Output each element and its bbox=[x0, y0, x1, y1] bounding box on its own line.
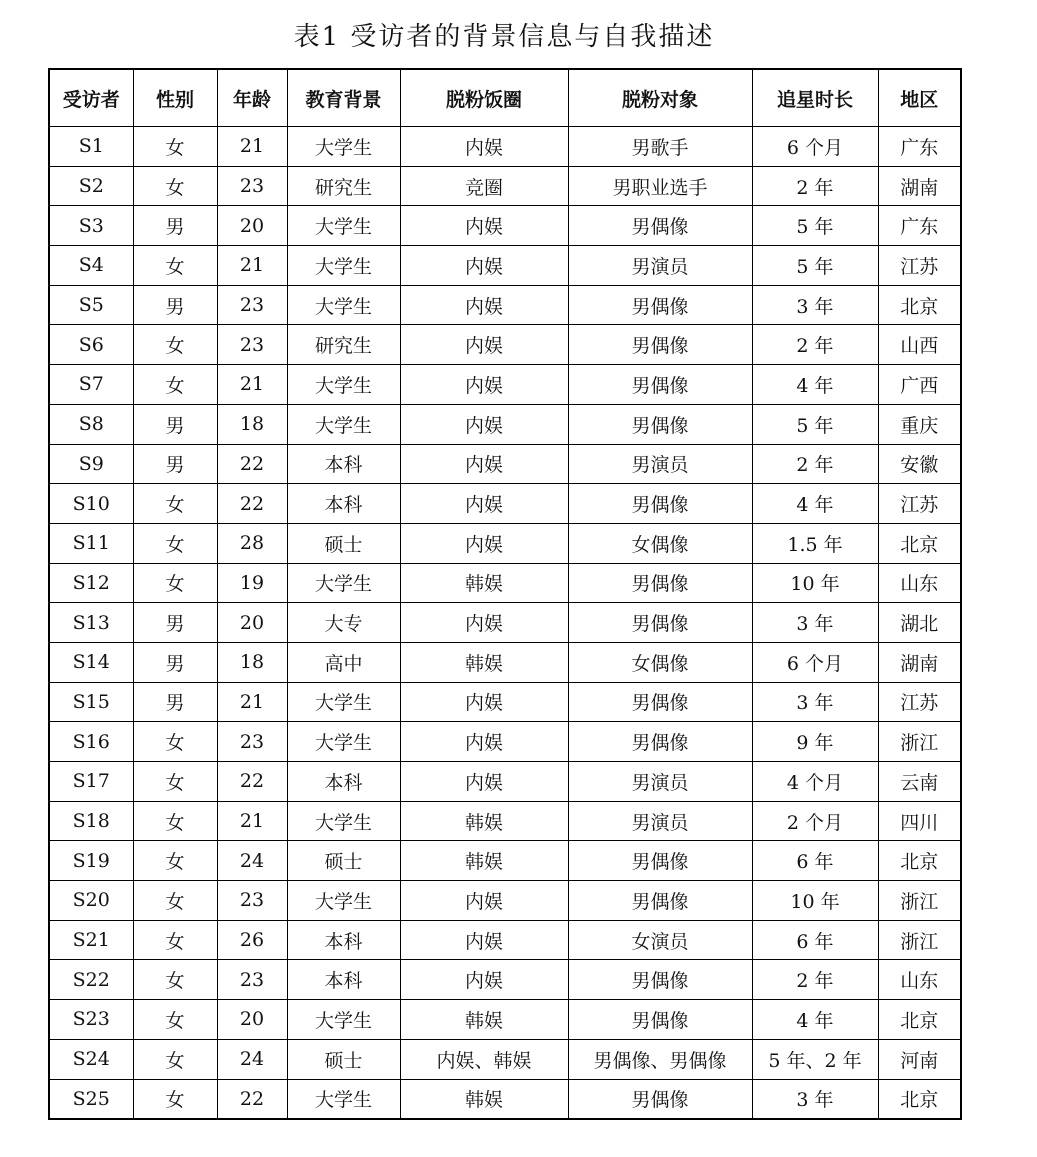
age-cell: 22 bbox=[217, 762, 287, 802]
idol-cell: 男偶像 bbox=[568, 603, 752, 643]
duration-cell: 6 个月 bbox=[752, 127, 878, 167]
age-cell: 23 bbox=[217, 285, 287, 325]
respondent-id-cell: S10 bbox=[49, 484, 133, 524]
idol-cell: 男偶像 bbox=[568, 484, 752, 524]
age-cell: 18 bbox=[217, 404, 287, 444]
idol-cell: 男偶像 bbox=[568, 881, 752, 921]
respondent-id-cell: S18 bbox=[49, 801, 133, 841]
duration-cell: 2 年 bbox=[752, 166, 878, 206]
education-cell: 硕士 bbox=[287, 523, 400, 563]
column-header: 年龄 bbox=[217, 69, 287, 127]
age-cell: 21 bbox=[217, 682, 287, 722]
region-cell: 北京 bbox=[878, 285, 961, 325]
fandom-cell: 内娱 bbox=[400, 682, 568, 722]
age-cell: 21 bbox=[217, 365, 287, 405]
fandom-cell: 内娱、韩娱 bbox=[400, 1039, 568, 1079]
age-cell: 23 bbox=[217, 881, 287, 921]
idol-cell: 男偶像 bbox=[568, 325, 752, 365]
table-row bbox=[49, 127, 961, 167]
region-cell: 湖南 bbox=[878, 166, 961, 206]
region-cell: 重庆 bbox=[878, 404, 961, 444]
gender-cell: 女 bbox=[133, 1000, 217, 1040]
respondent-id-cell: S3 bbox=[49, 206, 133, 246]
respondent-id-cell: S6 bbox=[49, 325, 133, 365]
education-cell: 大学生 bbox=[287, 1079, 400, 1119]
idol-cell: 男职业选手 bbox=[568, 166, 752, 206]
fandom-cell: 内娱 bbox=[400, 920, 568, 960]
gender-cell: 女 bbox=[133, 1079, 217, 1119]
education-cell: 本科 bbox=[287, 444, 400, 484]
gender-cell: 女 bbox=[133, 523, 217, 563]
idol-cell: 男偶像 bbox=[568, 206, 752, 246]
column-header: 追星时长 bbox=[752, 69, 878, 127]
table-row bbox=[49, 325, 961, 365]
fandom-cell: 内娱 bbox=[400, 325, 568, 365]
duration-cell: 2 年 bbox=[752, 444, 878, 484]
idol-cell: 男偶像 bbox=[568, 365, 752, 405]
education-cell: 高中 bbox=[287, 642, 400, 682]
gender-cell: 男 bbox=[133, 444, 217, 484]
region-cell: 浙江 bbox=[878, 920, 961, 960]
respondent-id-cell: S9 bbox=[49, 444, 133, 484]
header-row bbox=[49, 69, 961, 127]
education-cell: 大专 bbox=[287, 603, 400, 643]
age-cell: 20 bbox=[217, 206, 287, 246]
fandom-cell: 内娱 bbox=[400, 722, 568, 762]
fandom-cell: 内娱 bbox=[400, 523, 568, 563]
fandom-cell: 内娱 bbox=[400, 603, 568, 643]
idol-cell: 男偶像 bbox=[568, 722, 752, 762]
idol-cell: 男偶像 bbox=[568, 563, 752, 603]
fandom-cell: 竞圈 bbox=[400, 166, 568, 206]
education-cell: 大学生 bbox=[287, 881, 400, 921]
duration-cell: 6 年 bbox=[752, 841, 878, 881]
age-cell: 23 bbox=[217, 166, 287, 206]
region-cell: 四川 bbox=[878, 801, 961, 841]
table-row bbox=[49, 841, 961, 881]
region-cell: 江苏 bbox=[878, 682, 961, 722]
gender-cell: 女 bbox=[133, 960, 217, 1000]
idol-cell: 女偶像 bbox=[568, 523, 752, 563]
duration-cell: 3 年 bbox=[752, 682, 878, 722]
table-row bbox=[49, 642, 961, 682]
gender-cell: 男 bbox=[133, 642, 217, 682]
fandom-cell: 内娱 bbox=[400, 246, 568, 286]
idol-cell: 男演员 bbox=[568, 801, 752, 841]
idol-cell: 男演员 bbox=[568, 444, 752, 484]
table-row bbox=[49, 563, 961, 603]
gender-cell: 女 bbox=[133, 801, 217, 841]
gender-cell: 女 bbox=[133, 841, 217, 881]
gender-cell: 女 bbox=[133, 881, 217, 921]
gender-cell: 女 bbox=[133, 127, 217, 167]
table-row bbox=[49, 365, 961, 405]
respondent-id-cell: S7 bbox=[49, 365, 133, 405]
gender-cell: 女 bbox=[133, 166, 217, 206]
region-cell: 江苏 bbox=[878, 484, 961, 524]
table-row bbox=[49, 762, 961, 802]
duration-cell: 3 年 bbox=[752, 285, 878, 325]
respondent-id-cell: S1 bbox=[49, 127, 133, 167]
fandom-cell: 内娱 bbox=[400, 960, 568, 1000]
respondent-id-cell: S20 bbox=[49, 881, 133, 921]
region-cell: 山东 bbox=[878, 960, 961, 1000]
fandom-cell: 内娱 bbox=[400, 285, 568, 325]
age-cell: 23 bbox=[217, 960, 287, 1000]
gender-cell: 女 bbox=[133, 1039, 217, 1079]
idol-cell: 女演员 bbox=[568, 920, 752, 960]
table-row bbox=[49, 801, 961, 841]
age-cell: 23 bbox=[217, 325, 287, 365]
fandom-cell: 韩娱 bbox=[400, 1079, 568, 1119]
fandom-cell: 内娱 bbox=[400, 762, 568, 802]
respondent-id-cell: S2 bbox=[49, 166, 133, 206]
education-cell: 大学生 bbox=[287, 1000, 400, 1040]
fandom-cell: 韩娱 bbox=[400, 642, 568, 682]
respondent-id-cell: S21 bbox=[49, 920, 133, 960]
table-row bbox=[49, 484, 961, 524]
duration-cell: 5 年 bbox=[752, 206, 878, 246]
table-row bbox=[49, 1039, 961, 1079]
age-cell: 18 bbox=[217, 642, 287, 682]
gender-cell: 女 bbox=[133, 920, 217, 960]
table-row bbox=[49, 920, 961, 960]
column-header: 受访者 bbox=[49, 69, 133, 127]
education-cell: 大学生 bbox=[287, 404, 400, 444]
idol-cell: 男偶像 bbox=[568, 682, 752, 722]
fandom-cell: 内娱 bbox=[400, 127, 568, 167]
table-row bbox=[49, 444, 961, 484]
education-cell: 硕士 bbox=[287, 841, 400, 881]
gender-cell: 女 bbox=[133, 484, 217, 524]
fandom-cell: 内娱 bbox=[400, 444, 568, 484]
respondent-id-cell: S12 bbox=[49, 563, 133, 603]
education-cell: 本科 bbox=[287, 920, 400, 960]
gender-cell: 男 bbox=[133, 682, 217, 722]
region-cell: 山西 bbox=[878, 325, 961, 365]
idol-cell: 男偶像 bbox=[568, 1079, 752, 1119]
region-cell: 山东 bbox=[878, 563, 961, 603]
gender-cell: 女 bbox=[133, 365, 217, 405]
respondent-id-cell: S5 bbox=[49, 285, 133, 325]
table-row bbox=[49, 166, 961, 206]
idol-cell: 女偶像 bbox=[568, 642, 752, 682]
region-cell: 浙江 bbox=[878, 722, 961, 762]
table-caption: 表1 受访者的背景信息与自我描述 bbox=[293, 22, 715, 52]
table-row bbox=[49, 404, 961, 444]
duration-cell: 3 年 bbox=[752, 1079, 878, 1119]
gender-cell: 男 bbox=[133, 285, 217, 325]
respondent-id-cell: S11 bbox=[49, 523, 133, 563]
region-cell: 北京 bbox=[878, 841, 961, 881]
gender-cell: 男 bbox=[133, 404, 217, 444]
education-cell: 大学生 bbox=[287, 563, 400, 603]
idol-cell: 男偶像 bbox=[568, 841, 752, 881]
education-cell: 硕士 bbox=[287, 1039, 400, 1079]
education-cell: 大学生 bbox=[287, 285, 400, 325]
table-row bbox=[49, 881, 961, 921]
column-header: 教育背景 bbox=[287, 69, 400, 127]
education-cell: 大学生 bbox=[287, 722, 400, 762]
column-header: 地区 bbox=[878, 69, 961, 127]
duration-cell: 4 个月 bbox=[752, 762, 878, 802]
duration-cell: 5 年 bbox=[752, 246, 878, 286]
age-cell: 21 bbox=[217, 127, 287, 167]
fandom-cell: 韩娱 bbox=[400, 801, 568, 841]
region-cell: 浙江 bbox=[878, 881, 961, 921]
age-cell: 21 bbox=[217, 801, 287, 841]
table-row bbox=[49, 1000, 961, 1040]
column-header: 脱粉对象 bbox=[568, 69, 752, 127]
region-cell: 湖北 bbox=[878, 603, 961, 643]
duration-cell: 2 个月 bbox=[752, 801, 878, 841]
table-row bbox=[49, 682, 961, 722]
age-cell: 22 bbox=[217, 1079, 287, 1119]
table-row bbox=[49, 960, 961, 1000]
idol-cell: 男偶像 bbox=[568, 960, 752, 1000]
duration-cell: 5 年 bbox=[752, 404, 878, 444]
fandom-cell: 内娱 bbox=[400, 484, 568, 524]
respondent-id-cell: S8 bbox=[49, 404, 133, 444]
respondent-id-cell: S13 bbox=[49, 603, 133, 643]
duration-cell: 3 年 bbox=[752, 603, 878, 643]
fandom-cell: 韩娱 bbox=[400, 1000, 568, 1040]
idol-cell: 男偶像 bbox=[568, 285, 752, 325]
respondent-id-cell: S4 bbox=[49, 246, 133, 286]
duration-cell: 6 年 bbox=[752, 920, 878, 960]
gender-cell: 男 bbox=[133, 206, 217, 246]
region-cell: 江苏 bbox=[878, 246, 961, 286]
respondent-id-cell: S25 bbox=[49, 1079, 133, 1119]
education-cell: 大学生 bbox=[287, 365, 400, 405]
region-cell: 广西 bbox=[878, 365, 961, 405]
table-row bbox=[49, 285, 961, 325]
column-header: 性别 bbox=[133, 69, 217, 127]
respondent-id-cell: S17 bbox=[49, 762, 133, 802]
region-cell: 北京 bbox=[878, 1000, 961, 1040]
respondent-id-cell: S15 bbox=[49, 682, 133, 722]
respondent-id-cell: S23 bbox=[49, 1000, 133, 1040]
duration-cell: 10 年 bbox=[752, 881, 878, 921]
table-row bbox=[49, 206, 961, 246]
gender-cell: 女 bbox=[133, 325, 217, 365]
region-cell: 广东 bbox=[878, 206, 961, 246]
table-row bbox=[49, 603, 961, 643]
education-cell: 大学生 bbox=[287, 127, 400, 167]
education-cell: 本科 bbox=[287, 484, 400, 524]
education-cell: 大学生 bbox=[287, 206, 400, 246]
idol-cell: 男偶像 bbox=[568, 404, 752, 444]
duration-cell: 10 年 bbox=[752, 563, 878, 603]
table-row bbox=[49, 246, 961, 286]
gender-cell: 女 bbox=[133, 563, 217, 603]
education-cell: 大学生 bbox=[287, 246, 400, 286]
respondent-table bbox=[48, 68, 962, 1120]
region-cell: 湖南 bbox=[878, 642, 961, 682]
gender-cell: 女 bbox=[133, 762, 217, 802]
duration-cell: 2 年 bbox=[752, 325, 878, 365]
age-cell: 19 bbox=[217, 563, 287, 603]
age-cell: 23 bbox=[217, 722, 287, 762]
age-cell: 20 bbox=[217, 603, 287, 643]
education-cell: 大学生 bbox=[287, 682, 400, 722]
education-cell: 研究生 bbox=[287, 166, 400, 206]
age-cell: 22 bbox=[217, 444, 287, 484]
respondent-id-cell: S22 bbox=[49, 960, 133, 1000]
idol-cell: 男演员 bbox=[568, 762, 752, 802]
idol-cell: 男歌手 bbox=[568, 127, 752, 167]
gender-cell: 女 bbox=[133, 246, 217, 286]
duration-cell: 4 年 bbox=[752, 365, 878, 405]
age-cell: 24 bbox=[217, 1039, 287, 1079]
region-cell: 广东 bbox=[878, 127, 961, 167]
duration-cell: 5 年、2 年 bbox=[752, 1039, 878, 1079]
region-cell: 北京 bbox=[878, 523, 961, 563]
education-cell: 研究生 bbox=[287, 325, 400, 365]
age-cell: 28 bbox=[217, 523, 287, 563]
gender-cell: 男 bbox=[133, 603, 217, 643]
duration-cell: 1.5 年 bbox=[752, 523, 878, 563]
region-cell: 北京 bbox=[878, 1079, 961, 1119]
region-cell: 河南 bbox=[878, 1039, 961, 1079]
age-cell: 22 bbox=[217, 484, 287, 524]
respondent-id-cell: S24 bbox=[49, 1039, 133, 1079]
fandom-cell: 内娱 bbox=[400, 404, 568, 444]
fandom-cell: 内娱 bbox=[400, 206, 568, 246]
fandom-cell: 韩娱 bbox=[400, 563, 568, 603]
fandom-cell: 内娱 bbox=[400, 881, 568, 921]
age-cell: 21 bbox=[217, 246, 287, 286]
table-row bbox=[49, 1079, 961, 1119]
table-body bbox=[49, 127, 961, 1120]
duration-cell: 4 年 bbox=[752, 484, 878, 524]
education-cell: 本科 bbox=[287, 960, 400, 1000]
education-cell: 大学生 bbox=[287, 801, 400, 841]
idol-cell: 男偶像 bbox=[568, 1000, 752, 1040]
gender-cell: 女 bbox=[133, 722, 217, 762]
table-row bbox=[49, 523, 961, 563]
fandom-cell: 内娱 bbox=[400, 365, 568, 405]
age-cell: 26 bbox=[217, 920, 287, 960]
duration-cell: 9 年 bbox=[752, 722, 878, 762]
duration-cell: 2 年 bbox=[752, 960, 878, 1000]
idol-cell: 男偶像、男偶像 bbox=[568, 1039, 752, 1079]
table-row bbox=[49, 722, 961, 762]
respondent-id-cell: S14 bbox=[49, 642, 133, 682]
duration-cell: 6 个月 bbox=[752, 642, 878, 682]
age-cell: 20 bbox=[217, 1000, 287, 1040]
region-cell: 安徽 bbox=[878, 444, 961, 484]
age-cell: 24 bbox=[217, 841, 287, 881]
respondent-id-cell: S16 bbox=[49, 722, 133, 762]
idol-cell: 男演员 bbox=[568, 246, 752, 286]
duration-cell: 4 年 bbox=[752, 1000, 878, 1040]
respondent-id-cell: S19 bbox=[49, 841, 133, 881]
education-cell: 本科 bbox=[287, 762, 400, 802]
column-header: 脱粉饭圈 bbox=[400, 69, 568, 127]
region-cell: 云南 bbox=[878, 762, 961, 802]
fandom-cell: 韩娱 bbox=[400, 841, 568, 881]
